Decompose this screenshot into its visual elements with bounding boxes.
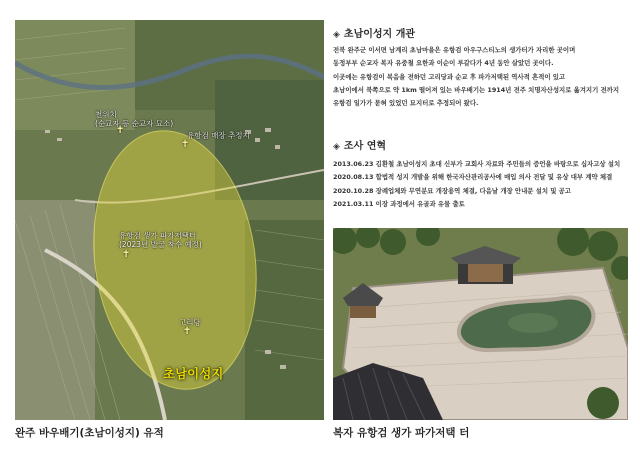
cross-marker-icon: ✝ bbox=[122, 249, 131, 260]
history-heading bbox=[333, 137, 386, 152]
diamond-bullet-icon: ◈ bbox=[333, 142, 340, 152]
history-item: 2020.08.13 합법적 성지 개발을 위해 한국자산관리공사에 매입 의사 전달 및 유상 대부 계약 체결 bbox=[333, 173, 613, 182]
label-yoo-grave: 유항검 매장 추정지 bbox=[187, 131, 250, 140]
cross-marker-icon: ✝ bbox=[116, 125, 125, 136]
overview-line: 전북 완주군 이서면 남계리 초남마을은 유항검 아우구스티노의 생가터가 자리한 곳이며 bbox=[333, 46, 576, 54]
aerial-photo bbox=[333, 228, 628, 420]
overview-line: 이곳에는 유항검이 복음을 전하던 고리당과 순교 후 파가저택된 역사적 흔적이 있고 bbox=[333, 72, 566, 81]
overview-line: 동정부부 순교자 복자 유중철 요한과 이순이 루갈다가 4년 동안 살았던 곳이다. bbox=[333, 59, 554, 68]
history-item: 2013.06.23 김환철 초남이성지 초대 신부가 교회사 자료와 주민들의 증언을 바탕으로 십자고상 설치 bbox=[333, 160, 621, 168]
overview-heading bbox=[333, 25, 415, 40]
label-birth-site-sub: (2023년 발굴 착수 예정) bbox=[119, 240, 202, 249]
overview-line: 초남이에서 북쪽으로 약 1km 떨어져 있는 바우배기는 1914년 전주 치명자산성지로 옮겨지기 전까지 bbox=[333, 85, 620, 94]
history-list bbox=[333, 158, 633, 211]
aerial-map bbox=[15, 20, 324, 420]
map-terrain bbox=[15, 20, 324, 420]
label-martyr-grave-name: 천위치 bbox=[95, 110, 117, 119]
map-site-title: 초남이성지 bbox=[163, 366, 224, 381]
cross-marker-icon: ✝ bbox=[181, 139, 190, 150]
cross-marker-icon: ✝ bbox=[183, 326, 192, 337]
history-heading-text: 조사 연혁 bbox=[343, 141, 387, 152]
photo-caption: 복자 유항검 생가 파가저택 터 bbox=[333, 427, 470, 439]
label-martyr-grave bbox=[95, 110, 173, 128]
label-birth-site bbox=[119, 231, 202, 249]
overview-line: 유항검 일가가 묻혀 있었던 묘지터로 추정되어 왔다. bbox=[333, 99, 479, 108]
history-item: 2021.03.11 이장 과정에서 유골과 유물 출토 bbox=[333, 199, 465, 208]
history-item: 2020.10.28 장례업체와 무연분묘 개장용역 체결, 다음날 개장 안내문 설치 및 공고 bbox=[333, 186, 571, 195]
label-goridang: 고리당 bbox=[179, 318, 201, 327]
overview-text bbox=[333, 44, 628, 110]
photo-scene bbox=[333, 228, 628, 420]
label-martyr-grave-sub: (순교자 등 순교자 묘소) bbox=[95, 119, 174, 128]
label-birth-site-name: 유항검 생가 파가저택터 bbox=[119, 231, 197, 240]
diamond-bullet-icon: ◈ bbox=[333, 30, 340, 40]
overview-heading-text: 초남이성지 개관 bbox=[343, 29, 416, 40]
map-caption: 완주 바우배기(초남이성지) 유적 bbox=[15, 427, 164, 439]
